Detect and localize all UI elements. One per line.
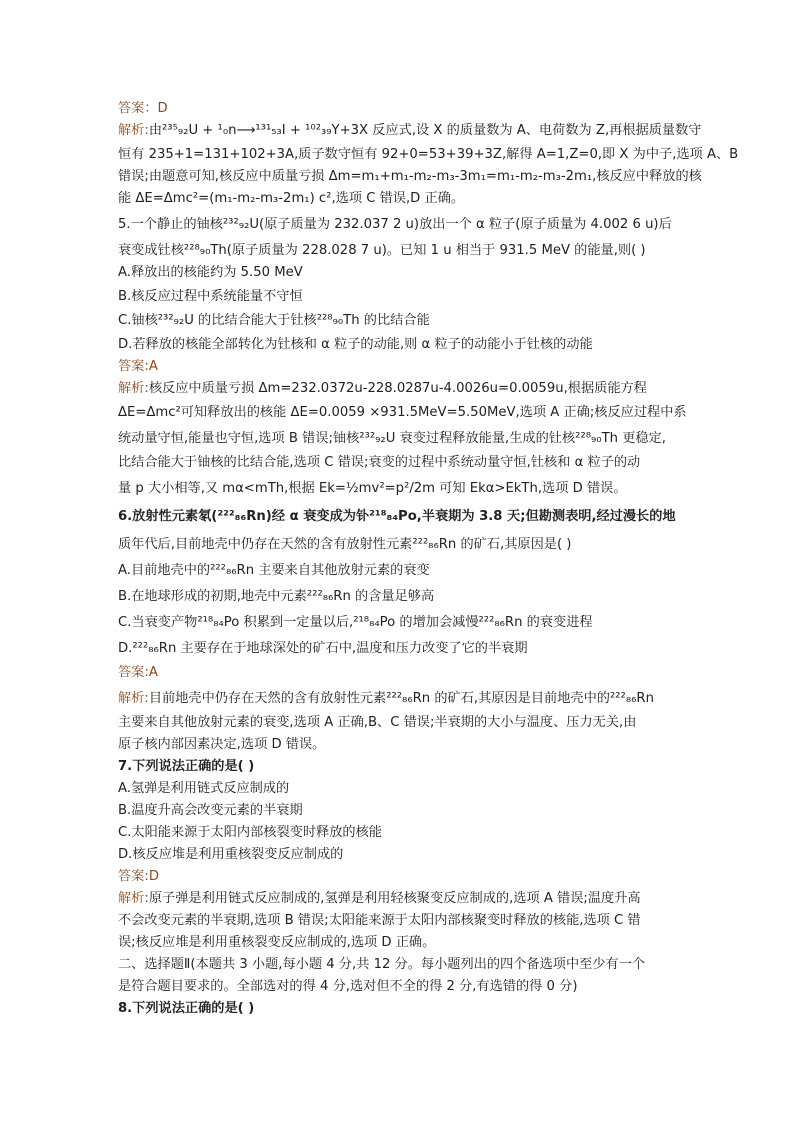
analysis-label: 解析: — [118, 381, 149, 396]
analysis-label: 解析: — [118, 123, 149, 138]
option-c: C.铀核²³²₉₂U 的比结合能大于钍核²²⁸₉₀Th 的比结合能 — [118, 313, 430, 328]
option-d: D.若释放的核能全部转化为钍核和 α 粒子的动能,则 α 粒子的动能小于钍核的动能 — [118, 337, 593, 352]
analysis-line: 比结合能大于铀核的比结合能,选项 C 错误;衰变的过程中系统动量守恒,钍核和 α 粒子的动 — [118, 455, 641, 470]
question-stem: 质年代后,目前地壳中仍存在天然的含有放射性元素²²²₈₆Rn 的矿石,其原因是( ) — [118, 537, 572, 552]
analysis-line: 原子核内部因素决定,选项 D 错误。 — [118, 737, 326, 752]
analysis-line: 能 ΔE=Δmc²=(m₁-m₂-m₃-2m₁) c²,选项 C 错误,D 正确。 — [118, 191, 465, 206]
option-b: B.温度升高会改变元素的半衰期 — [118, 803, 303, 818]
analysis-line — [118, 888, 641, 910]
analysis-line — [118, 120, 701, 142]
option-c: C.太阳能来源于太阳内部核裂变时释放的核能 — [118, 825, 382, 840]
option-a: A.释放出的核能约为 5.50 MeV — [118, 265, 303, 280]
analysis-line: 主要来自其他放射元素的衰变,选项 A 正确,B、C 错误;半衰期的大小与温度、压力无关,由 — [118, 715, 637, 730]
option-c: C.当衰变产物²¹⁸₈₄Po 积累到一定量以后,²¹⁸₈₄Po 的增加会减慢²²²₈₆Rn 的衰变进程 — [118, 615, 593, 630]
section-heading: 是符合题目要求的。全部选对的得 4 分,选对但不全的得 2 分,有选错的得 0 分) — [118, 979, 578, 994]
option-b: B.核反应过程中系统能量不守恒 — [118, 289, 303, 304]
option-d: D.核反应堆是利用重核裂变反应制成的 — [118, 847, 344, 862]
analysis-line: 误;核反应堆是利用重核裂变反应制成的,选项 D 正确。 — [118, 935, 436, 950]
analysis-line — [118, 688, 654, 710]
analysis-text: 原子弹是利用链式反应制成的,氢弹是利用轻核聚变反应制成的,选项 A 错误;温度升高 — [148, 891, 641, 906]
question-stem: 5.一个静止的铀核²³²₉₂U(原子质量为 232.037 2 u)放出一个 α 粒子(原子质量为 4.002 6 u)后 — [118, 217, 672, 232]
section-heading: 二、选择题Ⅱ(本题共 3 小题,每小题 4 分,共 12 分。每小题列出的四个备选项中至少有一个 — [118, 957, 646, 972]
analysis-line: 恒有 235+1=131+102+3A,质子数守恒有 92+0=53+39+3Z,解得 A=1,Z=0,即 X 为中子,选项 A、B — [118, 147, 739, 162]
analysis-text: 核反应中质量亏损 Δm=232.0372u-228.0287u-4.0026u=0.0059u,根据质能方程 — [148, 381, 647, 396]
question-stem: 8.下列说法正确的是( ) — [118, 1001, 255, 1016]
analysis-text: 由²³⁵₉₂U + ¹₀n⟶¹³¹₅₃I + ¹⁰²₃₉Y+3X 反应式,设 X 的质量数为 A、电荷数为 Z,再根据质量数守 — [148, 123, 702, 138]
option-a: A.氢弹是利用链式反应制成的 — [118, 781, 290, 796]
question-stem: 7.下列说法正确的是( ) — [118, 759, 255, 774]
answer-label: 答案:A — [118, 359, 158, 374]
analysis-line: 错误;由题意可知,核反应中质量亏损 Δm=m₁+m₁-m₂-m₃-3m₁=m₁-m₂-m₃-2m₁,核反应中释放的核 — [118, 169, 702, 184]
answer-label: 答案：D — [118, 101, 168, 116]
analysis-label: 解析: — [118, 691, 149, 706]
analysis-label: 解析: — [118, 891, 149, 906]
question-stem: 6.放射性元素氡(²²²₈₆Rn)经 α 衰变成为钋²¹⁸₈₄Po,半衰期为 3.8 天;但勘测表明,经过漫长的地 — [118, 509, 676, 524]
option-a: A.目前地壳中的²²²₈₆Rn 主要来自其他放射元素的衰变 — [118, 563, 430, 578]
question-stem: 衰变成钍核²²⁸₉₀Th(原子质量为 228.028 7 u)。已知 1 u 相当于 931.5 MeV 的能量,则( ) — [118, 243, 646, 258]
option-b: B.在地球形成的初期,地壳中元素²²²₈₆Rn 的含量足够高 — [118, 589, 435, 604]
analysis-line — [118, 378, 647, 400]
analysis-line: 不会改变元素的半衰期,选项 B 错误;太阳能来源于太阳内部核聚变时释放的核能,选项 C 错 — [118, 913, 641, 928]
analysis-line: 量 p 大小相等,又 mα<mTh,根据 Ek=½mv²=p²/2m 可知 Ekα>EkTh,选项 D 错误。 — [118, 481, 627, 496]
option-d: D.²²²₈₆Rn 主要存在于地球深处的矿石中,温度和压力改变了它的半衰期 — [118, 641, 528, 656]
analysis-text: 目前地壳中仍存在天然的含有放射性元素²²²₈₆Rn 的矿石,其原因是目前地壳中的²²²₈₆Rn — [148, 691, 654, 706]
answer-label: 答案:A — [118, 665, 158, 680]
answer-label: 答案:D — [118, 869, 159, 884]
analysis-line: ΔE=Δmc²可知释放出的核能 ΔE=0.0059 ×931.5MeV=5.50MeV,选项 A 正确;核反应过程中系 — [118, 405, 687, 420]
analysis-line: 统动量守恒,能量也守恒,选项 B 错误;铀核²³²₉₂U 衰变过程释放能量,生成的钍核²²⁸₉₀Th 更稳定, — [118, 431, 666, 446]
